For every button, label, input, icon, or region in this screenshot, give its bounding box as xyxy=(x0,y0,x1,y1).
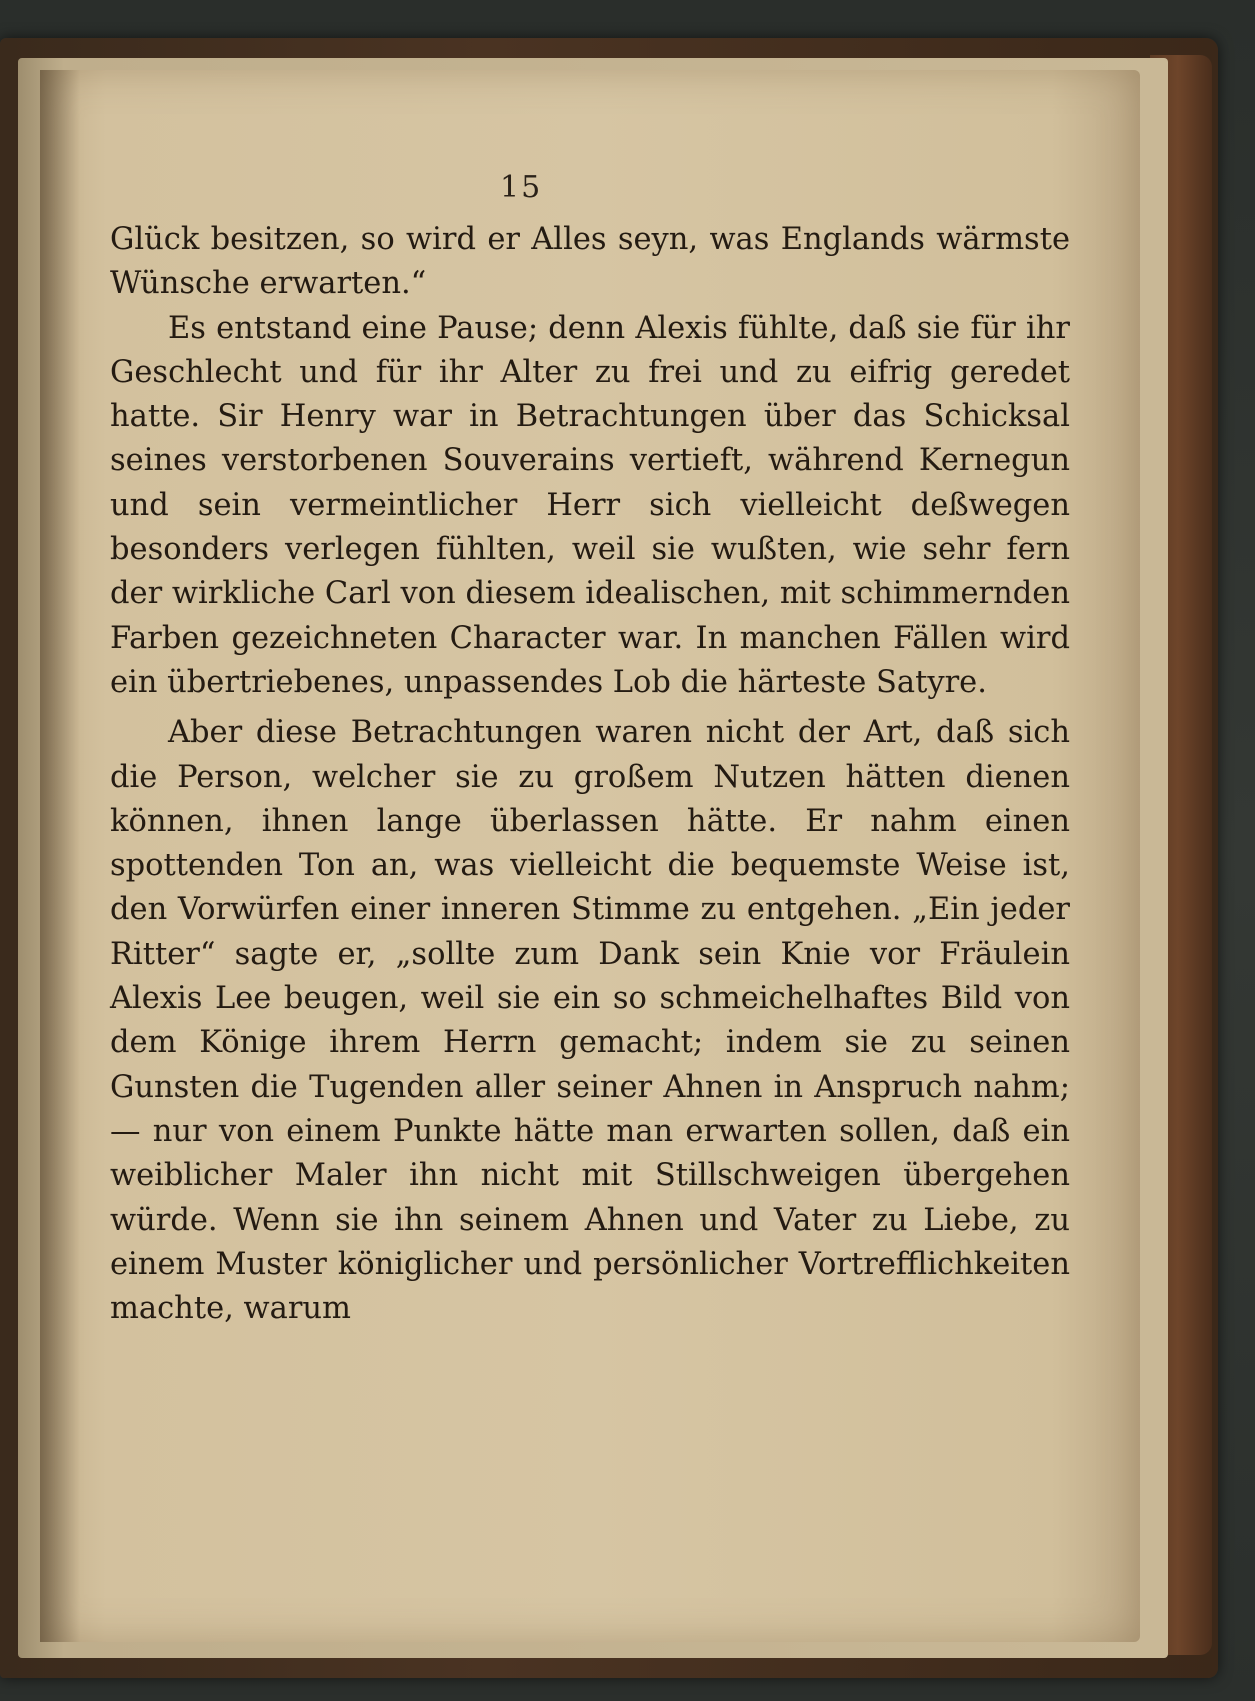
gutter-shadow xyxy=(40,70,80,1642)
paragraph: Glück besitzen, so wird er Alles seyn, was Englands wärmste Wünsche erwarten.“ xyxy=(110,222,1070,302)
page-number: 15 xyxy=(500,170,543,205)
page-text xyxy=(110,218,1070,1331)
book-page xyxy=(40,70,1140,1642)
paragraph: Aber diese Betrachtungen waren nicht der Art, daß sich die Person, welcher sie zu großem Nutzen hätten dienen können, ihnen lange überlassen hätte. Er nahm einen spottenden Ton an, was vielleicht die bequemste Weise ist, den Vorwürfen einer inneren Stimme zu entgehen. „Ein jeder Ritter“ sagte er, „sollte zum Dank sein Knie vor Fräulein Alexis Lee beugen, weil sie ein so schmeichelhaftes Bild von dem Könige ihrem Herrn gemacht; indem sie zu seinen Gunsten die Tugenden aller seiner Ahnen in Anspruch nahm; — nur von einem Punkte hätte man erwarten sollen, daß ein weiblicher Maler ihn nicht mit Stillschweigen übergehen würde. Wenn sie ihn seinem Ahnen und Vater zu Liebe, zu einem Muster königlicher und persönlicher Vortrefflichkeiten machte, warum xyxy=(110,715,1070,1327)
paragraph: Es entstand eine Pause; denn Alexis fühlte, daß sie für ihr Geschlecht und für ihr Alter zu frei und zu eifrig geredet hatte. Sir Henry war in Betrachtungen über das Schicksal seines verstorbenen Souverains vertieft, während Kernegun und sein vermeintlicher Herr sich vielleicht deßwegen besonders verlegen fühlten, weil sie wußten, wie sehr fern der wirkliche Carl von diesem idealischen, mit schimmernden Farben gezeichneten Character war. In manchen Fällen wird ein übertriebenes, unpassendes Lob die härteste Satyre. xyxy=(110,310,1070,700)
